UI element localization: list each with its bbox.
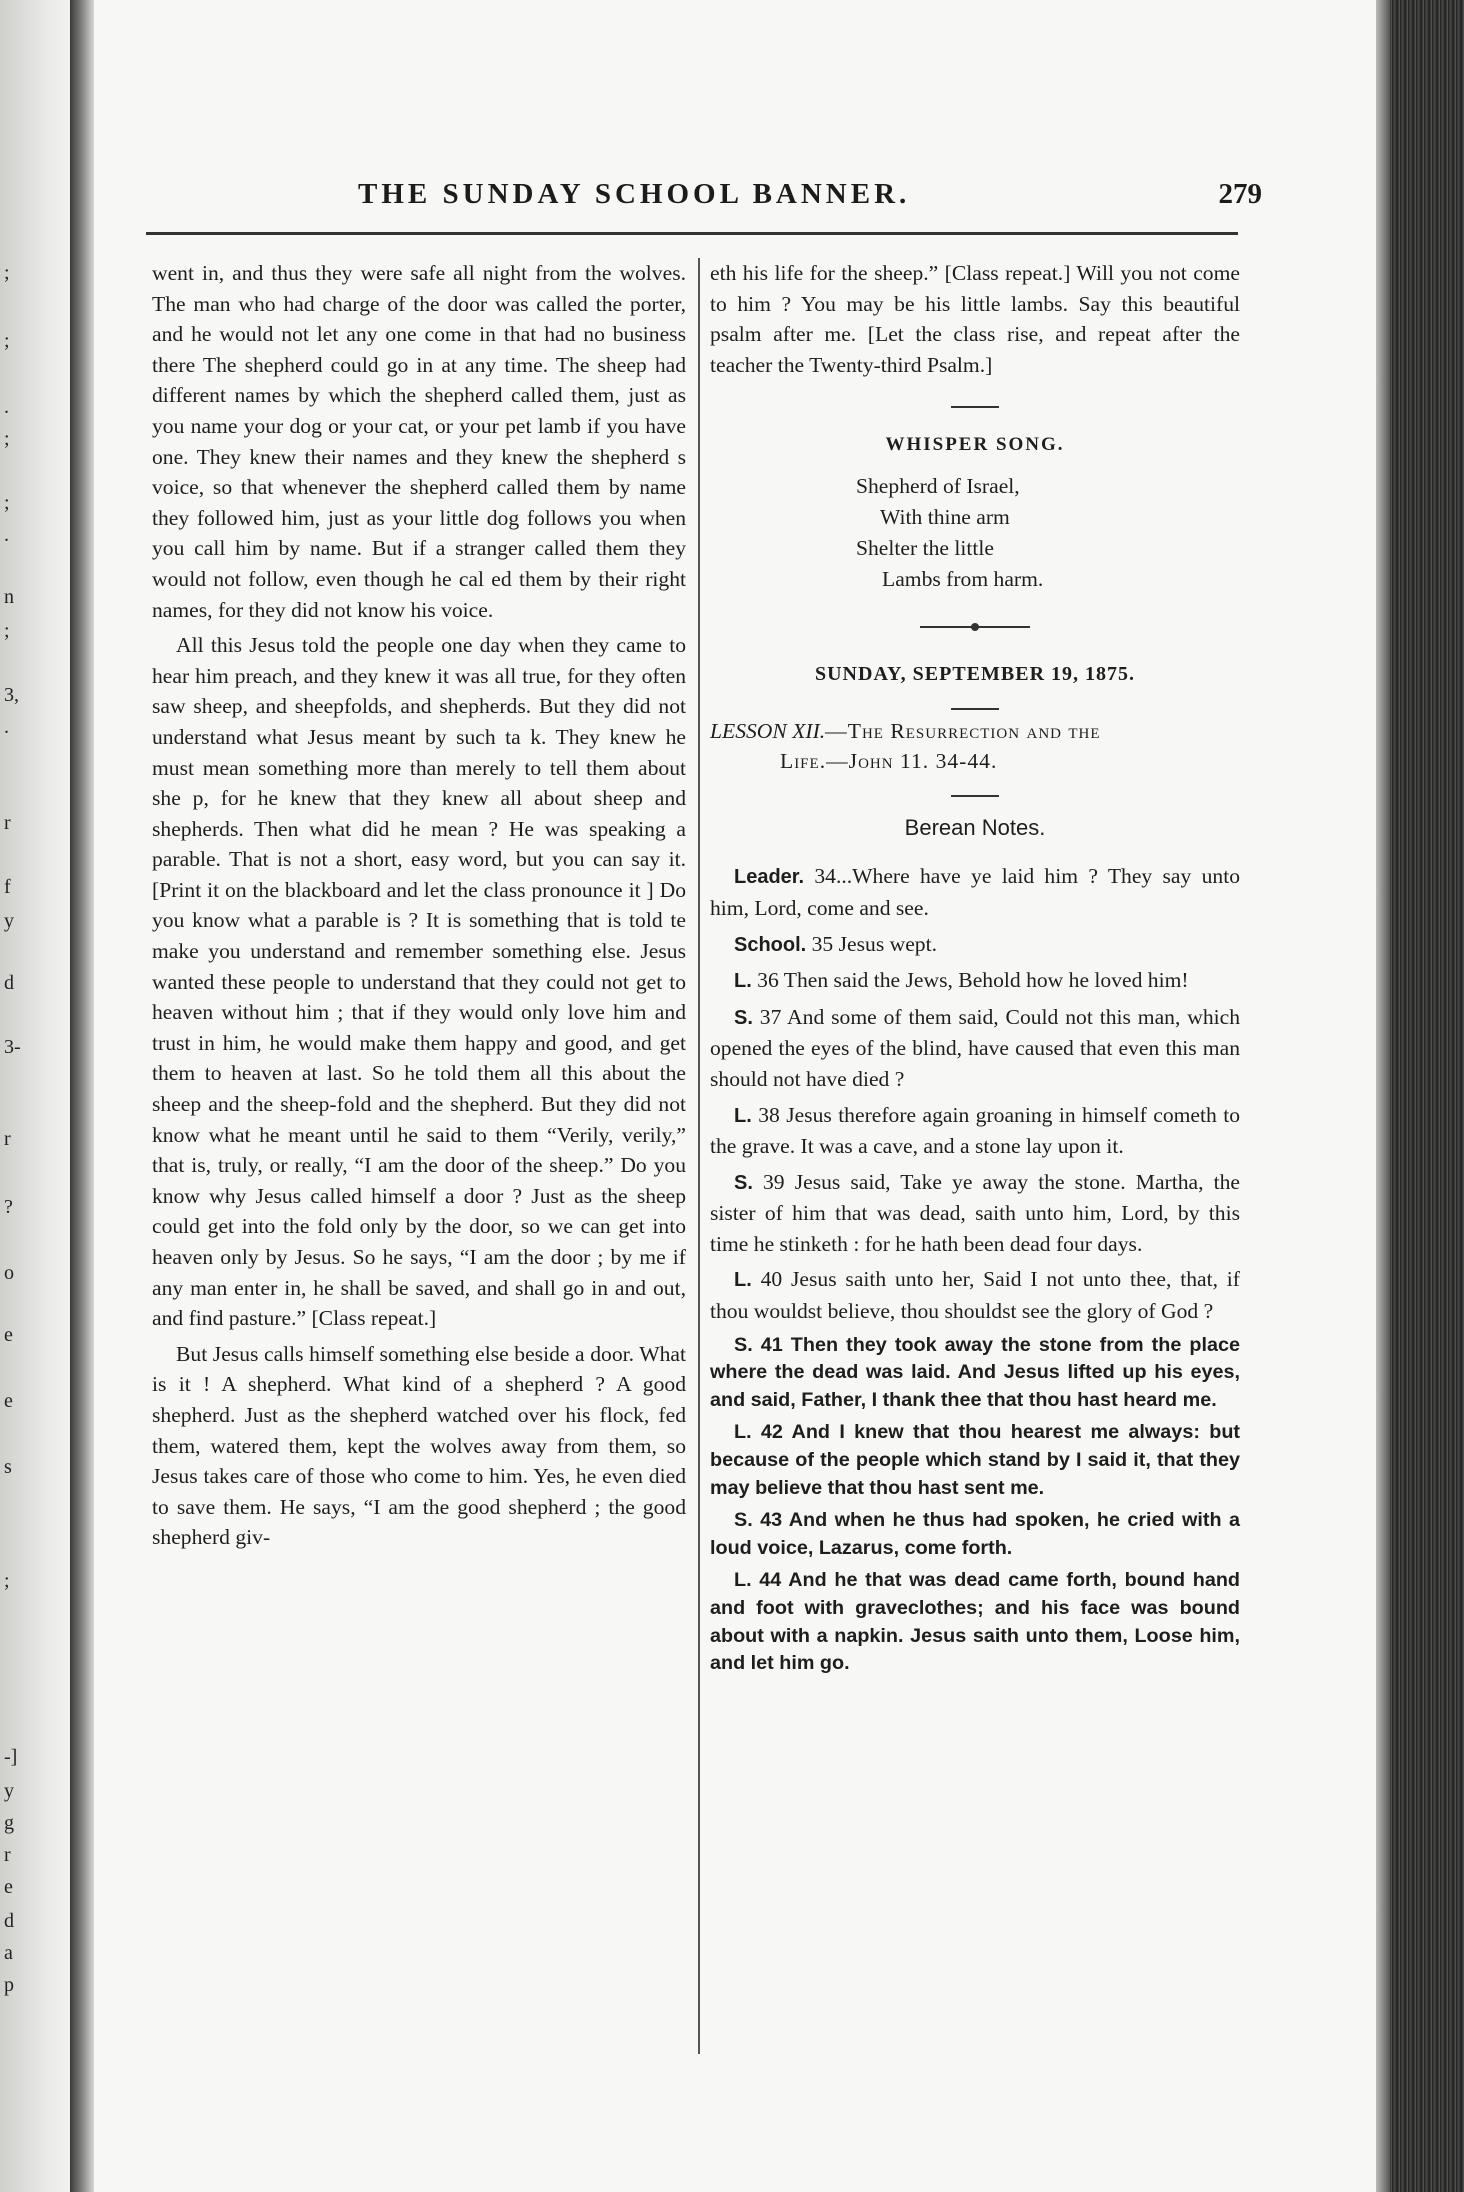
margin-fragment: d (4, 972, 14, 994)
margin-fragment: 3- (4, 1036, 21, 1058)
section-rule (951, 795, 999, 797)
verse-text: 40 Jesus saith unto her, Said I not unto thee, that, if thou wouldst believe, thou shouldst see the glory of God ? (710, 1267, 1240, 1324)
margin-fragment: r (4, 812, 11, 834)
song-line: Lambs from harm. (882, 566, 1044, 591)
paragraph: went in, and thus they were safe all night from the wolves. The man who had charge of the door was called the porter, and he would not let any one come in that had no business there The shepherd could go in at any time. The sheep had different names by which the shepherd called them, just as you name your dog or your cat, or your pet lamb if you have one. They knew their names and they knew the shepherd s voice, so that whenever the shepherd called them by name they followed him, just as your little dog follows you when you call him by name. But if a stranger called them they would not follow, even though he cal ed them by their right names, for they did not know his voice. (152, 261, 686, 622)
margin-fragment: ; (4, 330, 10, 352)
verse (710, 929, 1240, 961)
margin-fragment: ; (4, 492, 10, 514)
paragraph: All this Jesus told the people one day when they came to hear him preach, and they knew it was all true, for they often saw sheep, and sheepfolds, and shepherds. But they did not understand what Jesus meant by such ta k. They knew he must mean something more than merely to tell them about she p, for he knew that they knew all about sheep and shepherds. Then what did he mean ? He was speaking a parable. That is not a short, easy word, but you can say it. [Print it on the blackboard and let the class pronounce it ] Do you know what a parable is ? It is something that is told te make you understand and remember something else. Jesus wanted these people to understand that they could not get to heaven without him ; that if they would only love him and trust in him, he would make them happy and good, and get them to heaven at last. So he told them all this about the sheep and the sheep-fold and the shepherd. But they did not know what he meant until he said to them “Verily, verily,” that is, truly, or really, “I am the door of the sheep.” Do you know why Jesus called himself a door ? Just as the sheep could get into the fold only by the door, so we can get into heaven only by Jesus. So he says, “I am the door ; by me if any man enter in, he shall be saved, and shall go in and out, and find pasture.” [Class repeat.] (152, 633, 686, 1331)
speaker: Leader. (734, 866, 805, 889)
margin-fragment: ; (4, 262, 10, 284)
speaker: S. (734, 1171, 753, 1194)
bold-verse: L. 42 And I knew that thou hearest me always: but because of the people which stand by I said it, that they may believe that thou hast sent me. (710, 1421, 1240, 1499)
running-title: THE SUNDAY SCHOOL BANNER. (358, 178, 911, 210)
margin-fragment: ; (4, 1570, 10, 1592)
verse-text: 39 Jesus said, Take ye away the stone. Martha, the sister of him that was dead, saith unto him, Lord, by this time he stinketh : for he hath been dead four days. (710, 1169, 1240, 1256)
margin-fragment: e (4, 1324, 13, 1346)
paragraph: eth his life for the sheep.” [Class repeat.] Will you not come to him ? You may be his little lambs. Say this beautiful psalm after me. [Let the class rise, and repeat after the teacher the Twenty-third Psalm.] (710, 261, 1240, 377)
speaker: L. (734, 1104, 752, 1127)
section-rule (951, 406, 999, 408)
song-title: WHISPER SONG. (885, 434, 1065, 456)
speaker: School. (734, 933, 807, 956)
margin-fragment: . (4, 524, 9, 546)
margin-fragment: s (4, 1456, 12, 1478)
speaker: L. (734, 970, 752, 993)
left-column (152, 258, 686, 1553)
verse-text: 34...Where have ye laid him ? They say unto him, Lord, come and see. (710, 864, 1240, 920)
margin-fragment: -] (4, 1746, 18, 1768)
margin-fragment: r (4, 1128, 11, 1150)
verse (710, 1002, 1240, 1095)
margin-fragment: e (4, 1876, 13, 1898)
verse (710, 1167, 1240, 1260)
date-heading: SUNDAY, SEPTEMBER 19, 1875. (814, 662, 1136, 685)
section-rule (951, 708, 999, 710)
lesson-title (710, 716, 1240, 777)
verse-text: 35 Jesus wept. (806, 931, 937, 956)
margin-fragment: p (4, 1974, 14, 1996)
right-column (710, 258, 1240, 1678)
paragraph: But Jesus calls himself something else beside a door. What is it ! A shepherd. What kind of a shepherd ? A good shepherd. Just as the shepherd watched over his flock, fed them, watered them, kept the wolves away from them, so Jesus takes care of those who come to him. Yes, he even died to save them. He says, “I am the good shepherd ; the good shepherd giv- (152, 1341, 686, 1550)
margin-fragment: e (4, 1390, 13, 1412)
verse (710, 861, 1240, 923)
song-line: Shelter the little (856, 535, 994, 560)
verse (710, 1100, 1240, 1162)
margin-fragment: g (4, 1812, 14, 1834)
margin-fragment: o (4, 1262, 14, 1284)
ornament-divider (920, 621, 1030, 633)
margin-fragment: n (4, 586, 14, 608)
speaker: S. (734, 1006, 753, 1029)
margin-fragment: f (4, 876, 11, 898)
margin-fragment: y (4, 1780, 14, 1802)
song-line: Shepherd of Israel, (856, 473, 1020, 498)
page-header (262, 178, 1262, 222)
lesson-title-part1: —The Resurrection and the (825, 718, 1101, 743)
header-rule (146, 232, 1238, 235)
margin-fragment: . (4, 396, 9, 418)
margin-fragment: 3, (4, 684, 19, 706)
verse (710, 965, 1240, 997)
verse-text: 38 Jesus therefore again groaning in himself cometh to the grave. It was a cave, and a stone lay upon it. (710, 1102, 1240, 1159)
verse (710, 1264, 1240, 1326)
page-number: 279 (1218, 178, 1262, 210)
lesson-title-part2: Life.—John 11. 34-44. (780, 749, 998, 774)
column-divider (698, 258, 700, 2054)
bold-verse: L. 44 And he that was dead came forth, bound hand and foot with graveclothes; and his face was bound about with a napkin. Jesus saith unto them, Loose him, and let him go. (710, 1569, 1240, 1675)
bold-verse: S. 43 And when he thus had spoken, he cried with a loud voice, Lazarus, come forth. (710, 1509, 1240, 1559)
margin-fragment: y (4, 910, 14, 932)
speaker: L. (734, 1269, 752, 1292)
margin-fragment: ; (4, 620, 10, 642)
margin-fragment: . (4, 716, 9, 738)
song-line: With thine arm (880, 504, 1010, 529)
notes-heading: Berean Notes. (904, 814, 1046, 840)
margin-fragment: ; (4, 428, 10, 450)
bold-verse: S. 41 Then they took away the stone from the place where the dead was laid. And Jesus lifted up his eyes, and said, Father, I thank thee that thou hast heard me. (710, 1333, 1240, 1411)
lesson-number: LESSON XII. (710, 718, 826, 743)
margin-fragment: d (4, 1910, 14, 1932)
margin-fragment: r (4, 1844, 11, 1866)
page-stack-edge (1376, 0, 1464, 2192)
verse-text: 37 And some of them said, Could not this man, which opened the eyes of the blind, have caused that even this man should not have died ? (710, 1004, 1240, 1091)
book-gutter (70, 0, 96, 2192)
margin-fragment: a (4, 1942, 13, 1964)
verse-text: 36 Then said the Jews, Behold how he loved him! (751, 968, 1189, 993)
margin-fragment: ? (4, 1196, 13, 1218)
